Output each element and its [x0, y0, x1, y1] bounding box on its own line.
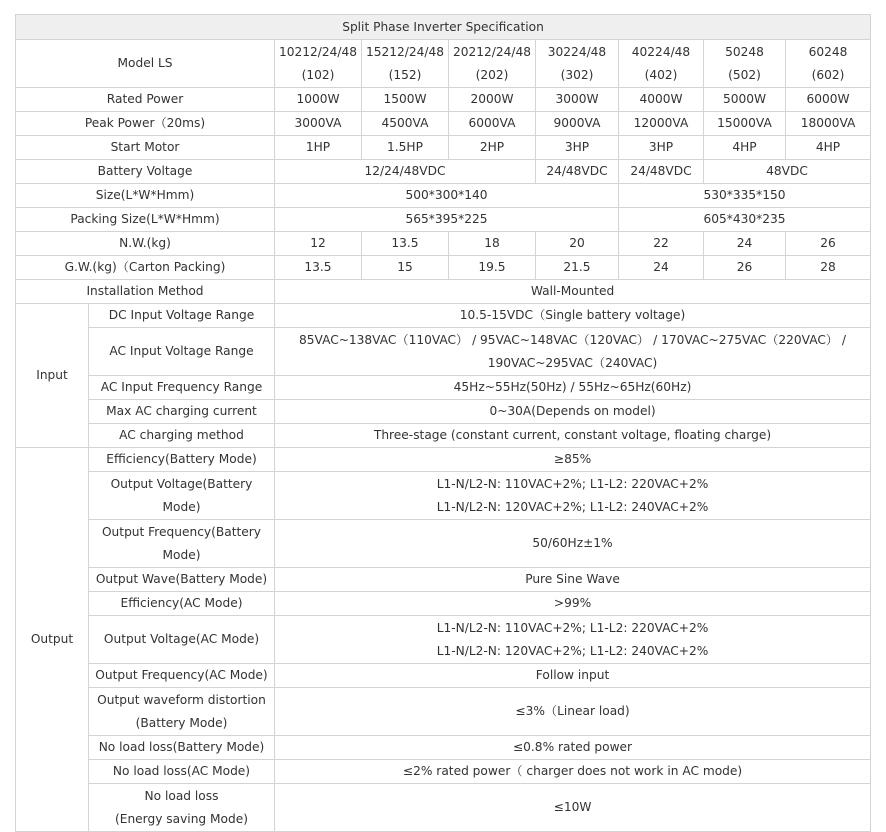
table-cell: 4000W	[619, 88, 704, 112]
table-row	[16, 136, 871, 160]
table-cell: 13.5	[275, 256, 362, 280]
table-cell: 18000VA	[786, 112, 871, 136]
table-cell: 3HP	[619, 136, 704, 160]
row-label: Efficiency(AC Mode)	[89, 592, 275, 616]
row-label: Output Frequency(Battery Mode)	[89, 520, 275, 568]
table-row	[16, 400, 871, 424]
cell-line: L1-N/L2-N: 110VAC+2%; L1-L2: 220VAC+2%	[436, 476, 709, 491]
table-cell: 28	[786, 256, 871, 280]
table-row	[16, 232, 871, 256]
model-cell: 15212/24/48 (152)	[362, 40, 449, 88]
table-cell: 4HP	[786, 136, 871, 160]
table-cell: 5000W	[704, 88, 786, 112]
table-cell: 1HP	[275, 136, 362, 160]
table-row	[16, 280, 871, 304]
table-row	[16, 160, 871, 184]
table-row	[16, 40, 871, 88]
table-cell: 3000VA	[275, 112, 362, 136]
table-row	[16, 760, 871, 784]
row-label: Rated Power	[16, 88, 275, 112]
table-cell: 18	[449, 232, 536, 256]
model-cell: 40224/48 (402)	[619, 40, 704, 88]
table-row	[16, 664, 871, 688]
table-cell: 2HP	[449, 136, 536, 160]
table-cell: Follow input	[275, 664, 871, 688]
model-cell: 60248 (602)	[786, 40, 871, 88]
table-row	[16, 376, 871, 400]
row-label: Output Wave(Battery Mode)	[89, 568, 275, 592]
row-label-model: Model LS	[16, 40, 275, 88]
table-row	[16, 304, 871, 328]
table-row	[16, 736, 871, 760]
table-cell: 48VDC	[704, 160, 871, 184]
table-cell: 530*335*150	[619, 184, 871, 208]
table-cell	[275, 616, 871, 664]
table-cell: 2000W	[449, 88, 536, 112]
row-label: Battery Voltage	[16, 160, 275, 184]
table-cell: 24/48VDC	[619, 160, 704, 184]
row-label: Packing Size(L*W*Hmm)	[16, 208, 275, 232]
row-label: Output Frequency(AC Mode)	[89, 664, 275, 688]
table-cell: 6000W	[786, 88, 871, 112]
table-cell: 10.5-15VDC（Single battery voltage)	[275, 304, 871, 328]
table-cell: 4HP	[704, 136, 786, 160]
table-cell: 21.5	[536, 256, 619, 280]
row-label: No load loss(AC Mode)	[89, 760, 275, 784]
table-row	[16, 328, 871, 376]
row-label: Output Voltage(AC Mode)	[89, 616, 275, 664]
row-label: Start Motor	[16, 136, 275, 160]
row-label: Output Voltage(Battery Mode)	[89, 472, 275, 520]
table-cell: 26	[786, 232, 871, 256]
table-cell: 1500W	[362, 88, 449, 112]
row-label: Installation Method	[16, 280, 275, 304]
group-label-output: Output	[16, 448, 89, 832]
row-label: G.W.(kg)（Carton Packing)	[16, 256, 275, 280]
group-label-input: Input	[16, 304, 89, 448]
row-label: Size(L*W*Hmm)	[16, 184, 275, 208]
row-label: AC charging method	[89, 424, 275, 448]
model-cell: 50248 (502)	[704, 40, 786, 88]
table-cell	[275, 472, 871, 520]
table-row	[16, 688, 871, 736]
table-cell: 15	[362, 256, 449, 280]
table-row	[16, 424, 871, 448]
table-title: Split Phase Inverter Specification	[16, 15, 871, 40]
table-cell: 50/60Hz±1%	[275, 520, 871, 568]
table-cell: 24/48VDC	[536, 160, 619, 184]
table-cell: 605*430*235	[619, 208, 871, 232]
spec-table	[15, 14, 871, 832]
table-row	[16, 616, 871, 664]
table-cell: 24	[619, 256, 704, 280]
row-label: Max AC charging current	[89, 400, 275, 424]
table-cell: ≤0.8% rated power	[275, 736, 871, 760]
cell-line: L1-N/L2-N: 120VAC+2%; L1-L2: 240VAC+2%	[436, 643, 709, 658]
table-row	[16, 88, 871, 112]
table-cell: 22	[619, 232, 704, 256]
table-cell: 19.5	[449, 256, 536, 280]
table-cell: ≤3%（Linear load)	[275, 688, 871, 736]
table-row	[16, 472, 871, 520]
table-cell: 3HP	[536, 136, 619, 160]
row-label: AC Input Frequency Range	[89, 376, 275, 400]
table-row	[16, 592, 871, 616]
table-cell: 12000VA	[619, 112, 704, 136]
table-cell: 12/24/48VDC	[275, 160, 536, 184]
table-row	[16, 568, 871, 592]
table-cell: 3000W	[536, 88, 619, 112]
row-label: AC Input Voltage Range	[89, 328, 275, 376]
table-cell: ≤10W	[275, 784, 871, 832]
table-cell: Wall-Mounted	[275, 280, 871, 304]
table-cell: 9000VA	[536, 112, 619, 136]
table-cell: 1.5HP	[362, 136, 449, 160]
row-label: Efficiency(Battery Mode)	[89, 448, 275, 472]
row-label: No load loss (Energy saving Mode)	[89, 784, 275, 832]
table-row	[16, 184, 871, 208]
table-cell: 1000W	[275, 88, 362, 112]
table-row	[16, 520, 871, 568]
model-cell: 10212/24/48 (102)	[275, 40, 362, 88]
model-cell: 30224/48 (302)	[536, 40, 619, 88]
table-cell: Three-stage (constant current, constant voltage, floating charge)	[275, 424, 871, 448]
table-cell: 13.5	[362, 232, 449, 256]
table-cell: 500*300*140	[275, 184, 619, 208]
table-cell: 0~30A(Depends on model)	[275, 400, 871, 424]
cell-line: L1-N/L2-N: 120VAC+2%; L1-L2: 240VAC+2%	[436, 499, 709, 514]
table-cell: 565*395*225	[275, 208, 619, 232]
row-label: Peak Power（20ms)	[16, 112, 275, 136]
row-label: Output waveform distortion (Battery Mode)	[89, 688, 275, 736]
table-cell: 24	[704, 232, 786, 256]
table-cell: Pure Sine Wave	[275, 568, 871, 592]
row-label: N.W.(kg)	[16, 232, 275, 256]
table-cell: 20	[536, 232, 619, 256]
row-label: No load loss(Battery Mode)	[89, 736, 275, 760]
table-cell: >99%	[275, 592, 871, 616]
table-row	[16, 448, 871, 472]
cell-line: L1-N/L2-N: 110VAC+2%; L1-L2: 220VAC+2%	[436, 620, 709, 635]
model-cell: 20212/24/48 (202)	[449, 40, 536, 88]
cell-line: 190VAC~295VAC（240VAC)	[487, 355, 658, 370]
table-cell: 15000VA	[704, 112, 786, 136]
table-cell: 6000VA	[449, 112, 536, 136]
cell-line: 85VAC~138VAC（110VAC） / 95VAC~148VAC（120VAC） / 170VAC~275VAC（220VAC） /	[299, 332, 847, 347]
row-label: DC Input Voltage Range	[89, 304, 275, 328]
table-cell: 26	[704, 256, 786, 280]
table-row	[16, 256, 871, 280]
table-cell: 45Hz~55Hz(50Hz) / 55Hz~65Hz(60Hz)	[275, 376, 871, 400]
table-row	[16, 208, 871, 232]
table-cell: ≤2% rated power（ charger does not work in AC mode)	[275, 760, 871, 784]
table-cell: 12	[275, 232, 362, 256]
table-cell: 4500VA	[362, 112, 449, 136]
table-row	[16, 784, 871, 832]
table-cell: ≥85%	[275, 448, 871, 472]
table-row	[16, 112, 871, 136]
table-cell	[275, 328, 871, 376]
